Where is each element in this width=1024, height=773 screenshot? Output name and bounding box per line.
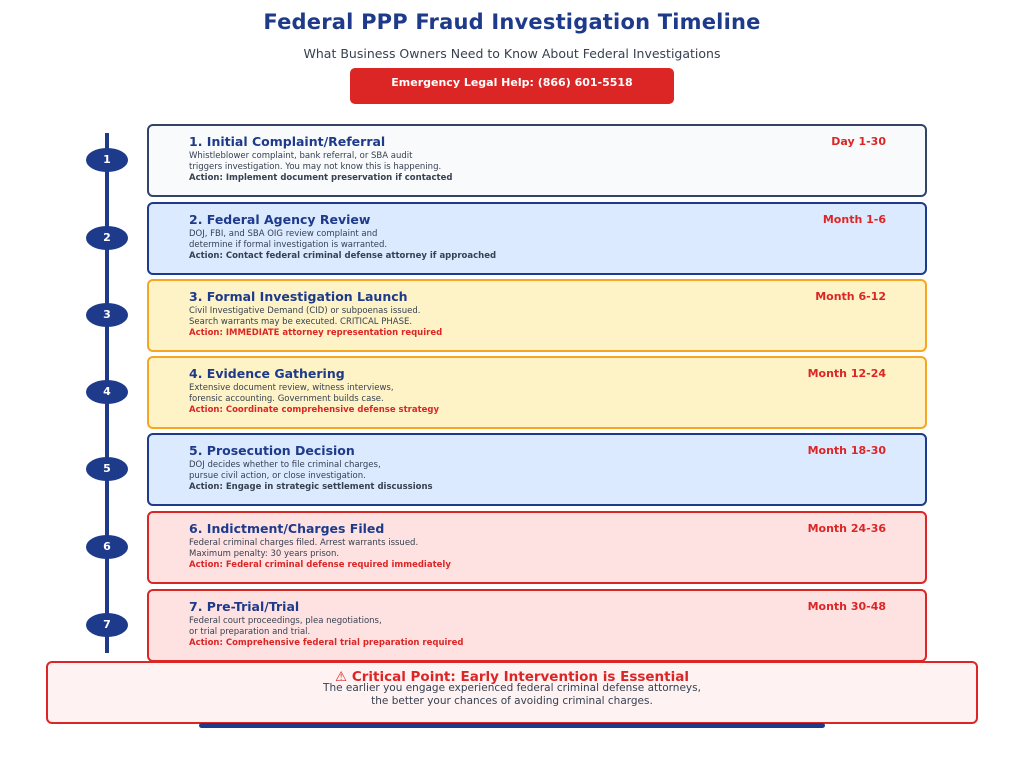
critical-point-title-text: Critical Point: Early Intervention is Essential <box>351 669 689 685</box>
card-action: Action: Engage in strategic settlement discussions <box>189 482 433 492</box>
critical-point-box <box>46 661 978 724</box>
card-title: 5. Prosecution Decision <box>189 443 355 458</box>
timeline-card-3 <box>147 279 927 352</box>
warning-icon: ⚠ <box>335 669 348 685</box>
page-title: Federal PPP Fraud Investigation Timeline <box>263 10 761 34</box>
card-description-line: forensic accounting. Government builds case. <box>189 394 384 404</box>
card-title: 1. Initial Complaint/Referral <box>189 134 386 149</box>
card-action: Action: Contact federal criminal defense attorney if approached <box>189 251 497 261</box>
card-description-line: Whistleblower complaint, bank referral, or SBA audit <box>189 151 413 161</box>
card-description-line: Search warrants may be executed. CRITICAL PHASE. <box>189 317 413 327</box>
card-period: Month 12-24 <box>807 367 886 380</box>
card-action: Action: Comprehensive federal trial preparation required <box>189 638 464 648</box>
bottom-bar <box>199 723 825 728</box>
card-action: Action: Coordinate comprehensive defense strategy <box>189 405 440 415</box>
card-description-line: Maximum penalty: 30 years prison. <box>189 549 340 559</box>
timeline-card-7 <box>147 589 927 662</box>
step-marker-5: 5 <box>86 457 128 481</box>
card-period: Month 18-30 <box>807 444 886 457</box>
card-period: Month 6-12 <box>815 290 886 303</box>
step-marker-3: 3 <box>86 303 128 327</box>
emergency-help-button[interactable]: Emergency Legal Help: (866) 601-5518 <box>350 68 674 104</box>
card-description-line: Civil Investigative Demand (CID) or subpoenas issued. <box>189 306 421 316</box>
card-period: Month 30-48 <box>807 600 886 613</box>
timeline-card-4 <box>147 356 927 429</box>
page-subtitle: What Business Owners Need to Know About Federal Investigations <box>303 46 721 61</box>
card-description <box>189 616 382 638</box>
card-description <box>189 306 420 328</box>
card-title: 4. Evidence Gathering <box>189 366 345 381</box>
card-action: Action: Implement document preservation if contacted <box>189 173 453 183</box>
card-action: Action: Federal criminal defense required immediately <box>189 560 451 570</box>
critical-point-line: The earlier you engage experienced federal criminal defense attorneys, <box>323 682 701 694</box>
card-period: Day 1-30 <box>831 135 886 148</box>
step-marker-7: 7 <box>86 613 128 637</box>
card-description-line: or trial preparation and trial. <box>189 627 311 637</box>
card-title: 2. Federal Agency Review <box>189 212 371 227</box>
card-description-line: pursue civil action, or close investigation. <box>189 471 366 481</box>
card-description-line: determine if formal investigation is warranted. <box>189 240 388 250</box>
step-marker-4: 4 <box>86 380 128 404</box>
card-description <box>189 229 387 251</box>
card-description-line: Extensive document review, witness interviews, <box>189 383 394 393</box>
card-description-line: DOJ decides whether to file criminal charges, <box>189 460 381 470</box>
card-description <box>189 460 381 482</box>
timeline-card-6 <box>147 511 927 584</box>
card-period: Month 1-6 <box>822 213 886 226</box>
step-marker-1: 1 <box>86 148 128 172</box>
timeline-card-1 <box>147 124 927 197</box>
card-title: 3. Formal Investigation Launch <box>189 289 408 304</box>
card-description <box>189 383 394 405</box>
step-marker-2: 2 <box>86 226 128 250</box>
step-marker-6: 6 <box>86 535 128 559</box>
critical-point-text <box>48 682 976 708</box>
card-description-line: DOJ, FBI, and SBA OIG review complaint and <box>189 229 378 239</box>
card-description-line: Federal criminal charges filed. Arrest warrants issued. <box>189 538 419 548</box>
card-description <box>189 538 418 560</box>
card-description-line: triggers investigation. You may not know this is happening. <box>189 162 442 172</box>
timeline-card-5 <box>147 433 927 506</box>
card-title: 6. Indictment/Charges Filed <box>189 521 385 536</box>
critical-point-line: the better your chances of avoiding criminal charges. <box>371 695 653 707</box>
card-period: Month 24-36 <box>807 522 886 535</box>
card-title: 7. Pre-Trial/Trial <box>189 599 300 614</box>
card-description <box>189 151 441 173</box>
card-description-line: Federal court proceedings, plea negotiations, <box>189 616 382 626</box>
timeline-card-2 <box>147 202 927 275</box>
card-action: Action: IMMEDIATE attorney representation required <box>189 328 443 338</box>
